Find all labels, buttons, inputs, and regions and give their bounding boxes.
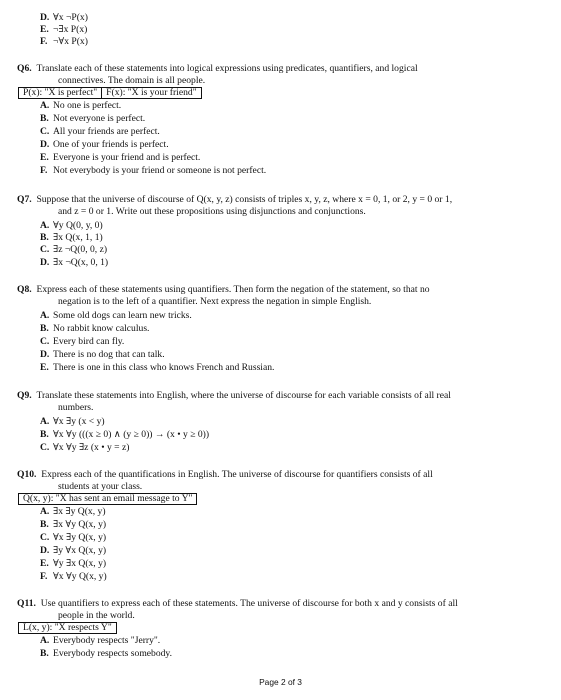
question-number: Q8.	[17, 284, 32, 295]
question-q8-continued: negation is to the left of a quantifier. Next express the negation in simple English.	[58, 296, 372, 307]
predicate-box: Q(x, y): "X has sent an email message to Y"	[18, 493, 197, 505]
question-q6-continued: connectives. The domain is all people.	[58, 75, 206, 86]
option-text: Some old dogs can learn new tricks.	[53, 310, 192, 321]
q6-option-d	[40, 139, 169, 150]
option-f	[40, 36, 88, 47]
option-text: ∀x ∀y ∃z (x • y = z)	[53, 442, 130, 453]
option-text: ∃x ¬Q(x, 0, 1)	[53, 257, 109, 268]
option-letter: D.	[40, 12, 50, 23]
option-text: ∃y ∀x Q(x, y)	[53, 545, 107, 556]
option-letter: D.	[40, 139, 50, 150]
option-letter: B.	[40, 519, 49, 530]
option-letter: B.	[40, 232, 49, 243]
option-text: There is one in this class who knows French and Russian.	[53, 362, 275, 373]
option-text: ∀x ∃y Q(x, y)	[53, 532, 107, 543]
question-q7	[17, 194, 552, 205]
question-number: Q10.	[17, 469, 37, 480]
option-letter: A.	[40, 416, 50, 427]
option-text: Not everyone is perfect.	[53, 113, 146, 124]
option-letter: A.	[40, 310, 50, 321]
question-q7-continued: and z = 0 or 1. Write out these propositions using disjunctions and conjunctions.	[58, 206, 366, 217]
question-text: Use quantifiers to express each of these statements. The universe of discourse for both x and y consists of all	[40, 598, 458, 609]
option-text: ¬∀x P(x)	[53, 36, 88, 47]
option-d	[40, 12, 88, 23]
question-text: Suppose that the universe of discourse of Q(x, y, z) consists of triples x, y, z, where x = 0, 1, or 2, y = 0 or 1,	[36, 194, 453, 205]
question-number: Q6.	[17, 63, 32, 74]
option-letter: C.	[40, 442, 50, 453]
q9-option-c	[40, 442, 129, 453]
question-q11-continued: people in the world.	[58, 610, 135, 621]
option-text: Not everybody is your friend or someone is not perfect.	[53, 165, 267, 176]
question-q6	[17, 63, 552, 74]
q6-option-b	[40, 113, 145, 124]
option-letter: F.	[40, 571, 48, 582]
option-letter: F.	[40, 36, 48, 47]
q8-option-b	[40, 323, 149, 334]
option-letter: B.	[40, 648, 49, 659]
q8-option-a	[40, 310, 192, 321]
option-text: ∀y ∃x Q(x, y)	[53, 558, 107, 569]
option-letter: E.	[40, 152, 49, 163]
question-text: Express each of these statements using quantifiers. Then form the negation of the statement, so that no	[36, 284, 430, 295]
question-number: Q9.	[17, 390, 32, 401]
q9-option-a	[40, 416, 105, 427]
option-text: One of your friends is perfect.	[53, 139, 169, 150]
option-text: There is no dog that can talk.	[53, 349, 165, 360]
q10-option-a	[40, 506, 106, 517]
option-text: ∀x ∃y (x < y)	[53, 416, 105, 427]
q7-option-a	[40, 220, 103, 231]
option-text: ∀x ∀y (((x ≥ 0) ∧ (y ≥ 0)) → (x • y ≥ 0))	[53, 429, 210, 440]
option-letter: C.	[40, 244, 50, 255]
q6-option-e	[40, 152, 200, 163]
question-number: Q7.	[17, 194, 32, 205]
question-q9-continued: numbers.	[58, 402, 94, 413]
option-letter: B.	[40, 113, 49, 124]
predicate-definitions-q11	[18, 622, 117, 633]
option-letter: D.	[40, 257, 50, 268]
option-text: Everybody respects somebody.	[53, 648, 173, 659]
q7-option-c	[40, 244, 107, 255]
option-letter: C.	[40, 532, 50, 543]
option-letter: B.	[40, 323, 49, 334]
option-text: ∀x ∀y Q(x, y)	[53, 571, 107, 582]
question-text: Translate these statements into English, where the universe of discourse for each variable consists of all real	[36, 390, 451, 401]
option-letter: B.	[40, 429, 49, 440]
question-q11	[17, 598, 552, 609]
option-text: ∀x ¬P(x)	[53, 12, 88, 23]
question-q10	[17, 469, 552, 480]
option-letter: D.	[40, 349, 50, 360]
q6-option-f	[40, 165, 266, 176]
option-letter: A.	[40, 220, 50, 231]
q11-option-a	[40, 635, 160, 646]
option-e	[40, 24, 87, 35]
option-letter: A.	[40, 506, 50, 517]
option-letter: C.	[40, 336, 50, 347]
option-text: ∃x ∃y Q(x, y)	[53, 506, 106, 517]
question-text: Express each of the quantifications in English. The universe of discourse for quantifiers consists of all	[41, 469, 433, 480]
predicate-definitions-q10	[18, 493, 197, 504]
q7-option-d	[40, 257, 108, 268]
q7-option-b	[40, 232, 103, 243]
option-text: ∀y Q(0, y, 0)	[53, 220, 103, 231]
option-text: No rabbit know calculus.	[53, 323, 150, 334]
question-q10-continued: students at your class.	[58, 481, 143, 492]
page-number-footer: Page 2 of 3	[259, 677, 302, 687]
option-letter: D.	[40, 545, 50, 556]
option-letter: F.	[40, 165, 48, 176]
q10-option-c	[40, 532, 106, 543]
question-q8	[17, 284, 552, 295]
predicate-box: F(x): "X is your friend"	[102, 87, 201, 99]
option-letter: A.	[40, 635, 50, 646]
q10-option-d	[40, 545, 106, 556]
q9-option-b	[40, 429, 209, 440]
q8-option-c	[40, 336, 124, 347]
option-letter: E.	[40, 558, 49, 569]
q8-option-e	[40, 362, 274, 373]
option-text: ∃x ∀y Q(x, y)	[53, 519, 107, 530]
q10-option-b	[40, 519, 106, 530]
q6-option-c	[40, 126, 160, 137]
option-letter: C.	[40, 126, 50, 137]
question-number: Q11.	[17, 598, 36, 609]
predicate-box: P(x): "X is perfect"	[18, 87, 102, 99]
q8-option-d	[40, 349, 165, 360]
option-text: No one is perfect.	[53, 100, 122, 111]
question-text: Translate each of these statements into logical expressions using predicates, quantifiers, and logical	[36, 63, 418, 74]
option-text: Everybody respects "Jerry".	[53, 635, 161, 646]
q10-option-e	[40, 558, 106, 569]
option-text: ∃x Q(x, 1, 1)	[53, 232, 103, 243]
question-q9	[17, 390, 552, 401]
predicate-definitions-q6	[18, 87, 202, 98]
option-text: ∃z ¬Q(0, 0, z)	[53, 244, 108, 255]
predicate-box: L(x, y): "X respects Y"	[18, 622, 117, 634]
q10-option-f	[40, 571, 107, 582]
option-text: Every bird can fly.	[53, 336, 125, 347]
q6-option-a	[40, 100, 121, 111]
option-text: All your friends are perfect.	[53, 126, 160, 137]
option-text: Everyone is your friend and is perfect.	[53, 152, 201, 163]
option-letter: E.	[40, 362, 49, 373]
q11-option-b	[40, 648, 172, 659]
option-letter: A.	[40, 100, 50, 111]
option-letter: E.	[40, 24, 49, 35]
option-text: ¬∃x P(x)	[53, 24, 88, 35]
